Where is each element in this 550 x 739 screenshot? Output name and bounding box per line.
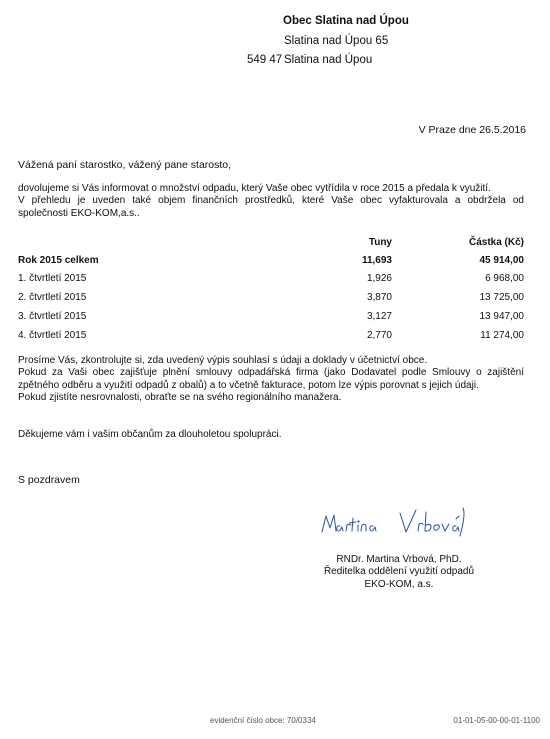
intro-line: V přehledu je uveden také objem finančních prostředků, které Vaše obec vyfakturovala a obdržela od (18, 195, 524, 207)
total-amount: 45 914,00 (479, 254, 524, 266)
thanks-line: Děkujeme vám i vašim občanům za dlouholetou spolupráci. (18, 429, 282, 440)
row-label: 2. čtvrtletí 2015 (18, 292, 87, 303)
verification-line: Pokud zjistíte nesrovnalosti, obraťte se na svého regionálního manažera. (18, 392, 342, 404)
row-tons: 3,127 (366, 311, 392, 322)
row-amount: 13 947,00 (479, 311, 524, 322)
row-amount: 6 968,00 (485, 273, 524, 284)
header-tons: Tuny (368, 236, 392, 248)
table-row (18, 326, 524, 345)
greeting: Vážená paní starostko, vážený pane starosto, (18, 159, 232, 171)
intro-paragraph (18, 183, 524, 220)
verification-line: Prosíme Vás, zkontrolujte si, zda uvedený výpis souhlasí s údaji a doklady v účetnictví obce. (18, 355, 428, 366)
signatory-title: Ředitelka oddělení využití odpadů (323, 566, 475, 578)
total-label: Rok 2015 celkem (18, 254, 99, 266)
intro-line: společnosti EKO-KOM,a.s.. (18, 207, 140, 219)
row-label: 3. čtvrtletí 2015 (18, 311, 87, 322)
verification-line: Pokud za Vaši obec zajišťuje plnění smlouvy odpadářská firma (jako Dodavatel podle Smlouvy o zajištění (18, 367, 524, 379)
signatory-name: RNDr. Martina Vrbová, PhD. (336, 554, 462, 565)
recipient-street: Slatina nad Úpou 65 (284, 35, 389, 47)
table-row (18, 288, 524, 307)
footer-document-code: 01-01-05-00-00-01-1100 (453, 716, 540, 725)
regards-line: S pozdravem (18, 474, 80, 486)
signature-block (320, 554, 478, 591)
row-label: 4. čtvrtletí 2015 (18, 330, 87, 341)
signatory-company: EKO-KOM, a.s. (364, 578, 434, 590)
table-header-row (18, 233, 524, 251)
row-amount: 11 274,00 (480, 330, 524, 341)
date-line: V Praze dne 26.5.2016 (418, 124, 526, 136)
footer-evidence-number: evidenční číslo obce: 70/0334 (210, 716, 316, 725)
recipient-zip: 549 47 (247, 54, 283, 66)
waste-summary-table (18, 233, 524, 345)
recipient-city: Slatina nad Úpou (284, 54, 373, 66)
table-row (18, 269, 524, 288)
table-row (18, 307, 524, 326)
header-label (18, 233, 268, 251)
verification-line: zpětného odběru a využití odpadů z obalů) a to včetně fakturace, potom lze výpis porovnat s jejich údaji. (18, 379, 479, 391)
row-tons: 3,870 (366, 292, 392, 303)
row-tons: 2,770 (366, 330, 392, 341)
table-total-row (18, 251, 524, 269)
verification-paragraph (18, 355, 524, 405)
total-tons: 11,693 (361, 254, 392, 266)
header-amount: Částka (Kč) (468, 236, 524, 248)
recipient-name: Obec Slatina nad Úpou (283, 15, 409, 27)
row-tons: 1,926 (366, 273, 392, 284)
handwritten-signature (318, 504, 478, 540)
row-amount: 13 725,00 (479, 292, 524, 303)
row-label: 1. čtvrtletí 2015 (18, 273, 87, 284)
intro-line: dovolujeme si Vás informovat o množství odpadu, který Vaše obec vytřídila v roce 2015 a předala k využití. (18, 183, 491, 194)
